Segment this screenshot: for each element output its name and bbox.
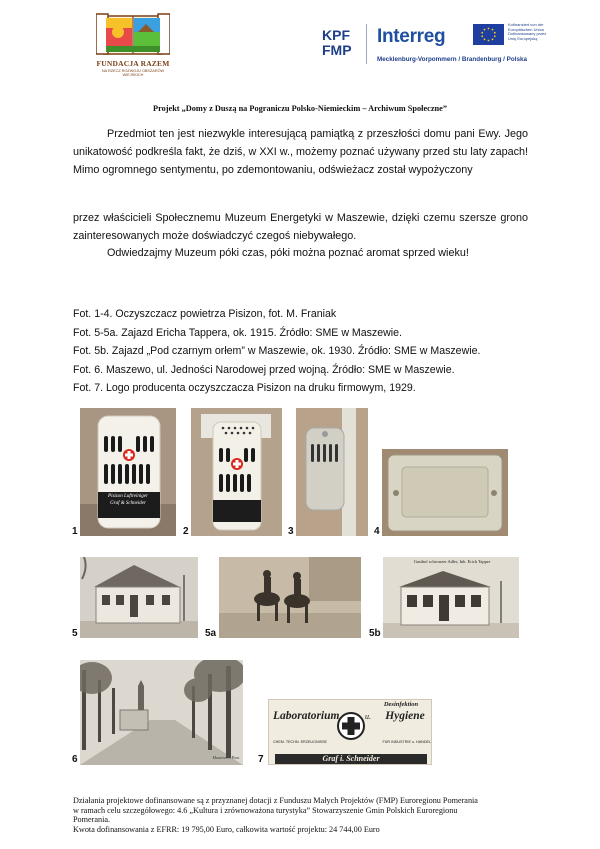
photo-6-caption: Maszewo i. Pom. <box>212 755 240 760</box>
interreg-region: Mecklenburg-Vorpommern / Brandenburg / Polska <box>377 56 527 63</box>
eu-text-line: Kofinanziert von der <box>508 22 544 27</box>
photo-number: 5b <box>369 628 381 639</box>
fmp-text: FMP <box>322 42 352 58</box>
photo-number: 3 <box>288 526 294 537</box>
eu-flag-icon <box>473 24 504 45</box>
logo-right-word: Hygiene <box>385 710 425 722</box>
photo-5b-eagle-inn <box>383 557 519 638</box>
photo-4-base-plate <box>382 449 508 536</box>
riders-photo-icon <box>219 557 361 638</box>
footer-line: Kwota dofinansowania z EFRR: 19 795,00 Euro, całkowita wartość projektu: 24 744,00 Euro <box>73 824 380 834</box>
photo-1-jar-front <box>80 408 176 536</box>
eu-text-line: Europäischen Union <box>508 26 545 32</box>
paragraph-1 <box>73 125 528 179</box>
window-logo-icon <box>96 12 170 56</box>
footer-funding-note <box>73 796 543 834</box>
eu-text-line: Unię Europejską <box>508 35 538 41</box>
photo-number: 5 <box>72 628 78 639</box>
photo-5a-soldiers <box>219 557 361 638</box>
photo-5b-sign: Gasthof schwarzer Adler, Inh. Erich Tapper <box>413 559 491 564</box>
photo-5-inn <box>80 557 198 638</box>
paragraph-1-text: Przedmiot ten jest niezwykle interesującą pamiątką z przeszłości domu pani Ewy. Jego unikatowość podkreśla fakt, że dziś, w XXI w., możemy poznać używany przed stu laty zapach! Mimo ogromnego sentymentu, po zdemontowaniu, odświeżacz został wypożyczony <box>73 128 528 176</box>
jar-label <box>82 493 174 507</box>
paragraph-3: Odwiedzajmy Muzeum póki czas, póki można poznać aromat sprzed wieku! <box>107 247 469 259</box>
jar-label-line: Graf & Schneider <box>110 501 146 506</box>
historic-building-icon <box>80 557 198 638</box>
logo-top-word: Desinfektion <box>383 701 419 708</box>
caption-line: Fot. 1-4. Oczyszczacz powietrza Pisizon, fot. M. Franiak <box>73 308 337 320</box>
foundation-logo <box>92 12 174 82</box>
interreg-logo: Interreg <box>377 26 446 47</box>
air-purifier-jar-icon <box>296 408 368 536</box>
logo-left-word: Laboratorium <box>273 710 340 722</box>
kpf-text: KPF <box>322 27 350 43</box>
caption-line: Fot. 5-5a. Zajazd Ericha Tappera, ok. 1915. Źródło: SME w Maszewie. <box>73 326 402 339</box>
photo-number: 4 <box>374 526 380 537</box>
historic-building-icon <box>383 557 519 638</box>
logo-bottom-left: CHEM. TECHN. ERZEUGNISSE <box>273 740 328 744</box>
foundation-name: FUNDACJA RAZEM <box>96 59 170 68</box>
footer-line: w ramach celu szczegółowego: 4.6 „Kultura i zrównoważona turystyka” Stowarzyszenie Gmin Polskich Euroregionu <box>73 805 458 815</box>
photo-6-street <box>80 660 243 765</box>
street-photo-icon <box>80 660 243 765</box>
photo-number: 7 <box>258 754 264 765</box>
photo-number: 6 <box>72 754 78 765</box>
kpf-logo <box>322 28 362 58</box>
photo-number: 1 <box>72 526 78 537</box>
caption-line: Fot. 7. Logo producenta oczyszczacza Pisizon na druku firmowym, 1929. <box>73 382 416 395</box>
caption-line: Fot. 6. Maszewo, ul. Jedności Narodowej przed wojną. Źródło: SME w Maszewie. <box>73 363 455 376</box>
air-purifier-jar-icon <box>191 408 282 536</box>
photo-7-company-logo <box>268 699 432 765</box>
logo-band-text: Graf i. Schneider <box>322 754 380 763</box>
photo-2-jar-lid <box>191 408 282 536</box>
jar-label-line: Pisizon Luftreiniger <box>108 494 148 499</box>
paragraph-2: przez właścicieli Społecznemu Muzeum Energetyki w Maszewie, dzięki czemu szersze grono zainteresowanych może doświadczyć czegoś niebywałego. <box>73 212 528 242</box>
logo-bottom-right: FÜR INDUSTRIE u. HANDEL <box>382 740 431 744</box>
photo-3-jar-side <box>296 408 368 536</box>
header-divider <box>366 24 367 64</box>
caption-line: Fot. 5b. Zajazd „Pod czarnym orłem” w Maszewie, ok. 1930. Źródło: SME w Maszewie. <box>73 345 481 358</box>
metal-plate-icon <box>382 449 508 536</box>
project-title: Projekt „Domy z Duszą na Pograniczu Polsko-Niemieckim – Archiwum Społeczne” <box>153 104 447 113</box>
footer-line: Pomerania. <box>73 815 111 825</box>
eu-cofinancing-text <box>508 23 578 41</box>
photo-number: 2 <box>183 526 189 537</box>
logo-u-word: u. <box>365 712 371 721</box>
photo-number: 5a <box>205 628 217 639</box>
air-purifier-jar-icon <box>80 408 176 536</box>
eu-text-line: Dofinansowany przez <box>508 31 547 37</box>
photo-captions <box>73 305 543 398</box>
footer-line: Działania projektowe dofinansowane są z przyznanej dotacji z Funduszu Małych Projektów (FMP) Euroregionu Pomerania <box>73 796 478 805</box>
foundation-subtitle: NA RZECZ ROZWOJU OBSZARÓW WIEJSKICH <box>101 69 165 77</box>
